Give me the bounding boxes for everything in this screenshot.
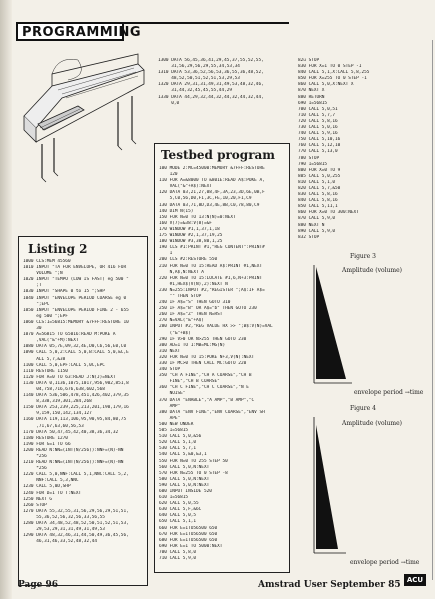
listing-continuation-code <box>158 58 288 107</box>
listing-continuation-line: 48,52,50,51,52,51,53,29,53 <box>158 76 240 82</box>
right-column-line: 870 NEXT X <box>298 88 325 94</box>
testbed-line: 120 <box>159 172 178 178</box>
figure-3-waveform <box>308 261 353 386</box>
listing-2-code <box>23 259 145 545</box>
testbed-line: FINE","CH B COARSE" <box>159 379 220 385</box>
testbed-line: 550 FOR N=0 TO 255 STEP 50 <box>159 458 228 464</box>
testbed-line: 570 FOR N=255 TO 0 STEP -8 <box>159 470 228 476</box>
testbed-line: 5,C0,56,D0,F1,3C,FE,10,20,F1,C9 <box>159 196 252 202</box>
testbed-line: 610 1=56815 <box>159 495 189 501</box>
testbed-line: 220 FOR N=0 TO 15:LOCATE #1,6,N+3:PRINT <box>159 275 263 281</box>
testbed-line: 510 CALL 5,0,&56 <box>159 434 202 440</box>
testbed-program-box <box>154 143 290 573</box>
listing-2-line: 1190 FOR G=1 TO 66 <box>23 441 71 447</box>
testbed-line: 250 IF A$="B" OR A$="b" THEN GOTO 230 <box>159 306 257 312</box>
testbed-line: 360 "CH C FINE","CH C COARSE","N E <box>159 385 249 391</box>
testbed-line: AMP" <box>159 403 181 409</box>
acu-logo-badge: ACU <box>404 574 426 586</box>
listing-2-line: 46,31,46,33,52,48,32,44 <box>23 539 98 545</box>
testbed-line: 590 CALL 5,0,N:NEXT <box>159 482 210 488</box>
testbed-line: 240 IF A$="S" THEN GOTO 310 <box>159 300 231 306</box>
right-column-line: 850 CALL 5,11,1 <box>298 204 338 210</box>
listing-2-line: 1240 FOR D=1 TO T:NEXT <box>23 490 82 496</box>
right-column-line: 720 CALL 5,8,16 <box>298 118 338 124</box>
listing-2-line: 1100 CALL 5,0,EPF:CALL 5,0C,EPC <box>23 362 105 368</box>
testbed-line: 200 CLS #2:RESTORE 550 <box>159 257 218 263</box>
testbed-line: 350 "CH A FINE","CH A COARSE","CH B <box>159 373 252 379</box>
testbed-code <box>159 166 289 562</box>
testbed-line: 540 CALL 5,&0,&3,1 <box>159 452 207 458</box>
right-column-code <box>298 58 398 241</box>
section-header <box>16 22 142 41</box>
listing-2-line: 1250 NEXT G <box>23 496 53 502</box>
listing-2-line: 1090 CALL 5,0,2:CALL 5,0,B:CALL 5,0,&C,E <box>23 350 129 356</box>
figure-4-waveform <box>308 415 348 555</box>
testbed-line: NOISE" <box>159 391 186 397</box>
figure-3-ramp-shape <box>316 267 346 379</box>
right-column-line: 860 FOR X=0 TO 300:NEXT <box>298 210 359 216</box>
listing-2-line: ,71,67,63,60,56,53 <box>23 423 84 429</box>
testbed-line: 170 WINDOW #1,1,37,1,18 <box>159 226 220 232</box>
right-column-line: 710 CALL 5,7,7 <box>298 112 336 118</box>
listing-2-line: eg 500 ";EPF <box>23 313 68 319</box>
testbed-line: 520 CALL 5,1,0 <box>159 440 197 446</box>
listing-2-line: 1170 DATA 50,47,45,42,40,38,36,34,32 <box>23 429 119 435</box>
right-column-line: 690 1=56815 <box>298 100 328 106</box>
listing-continuation-line: 31,56,29,56,29,55,34,53,34 <box>158 64 240 70</box>
right-column-line: 830 CALL 5,8,16 <box>298 192 338 198</box>
listing-2-line: 1180 RESTORE 1270 <box>23 435 68 441</box>
listing-2-line: 1120 FOR A=0 TO 63:READ J:N(J)=NEXT <box>23 374 116 380</box>
listing-2-line: 1080 DATA 05,7E,09,32,4E,D0,C6,56,E0,C0 <box>23 344 127 350</box>
figure-3 <box>298 253 428 403</box>
testbed-line: 320 FOR N=0 TO 15:POKE N+3,V(N):NEXT <box>159 354 255 360</box>
right-column-line: 850 FOR X=255 TO 0 STEP -1 <box>298 76 367 82</box>
listing-2-line: NNF:CALL 5,3,NNC <box>23 478 79 484</box>
right-column-line: 780 STOP <box>298 155 320 161</box>
listing-2-line: 1160 DATA 119,113,106,95,90,95,84,80,75 <box>23 417 127 423</box>
right-column-line: 820 CALL 5,7,&50 <box>298 185 341 191</box>
listing-2-box <box>18 236 148 586</box>
testbed-line: 560 CALL 5,0,N:NEXT <box>159 464 210 470</box>
testbed-line: 640 CALL 5,0,5 <box>159 513 197 519</box>
testbed-line: 380 DATA "ENV FINE","ENV COARSE","ENV SH <box>159 409 265 415</box>
right-column-line: 800 FOR X=0 TO 9 <box>298 167 341 173</box>
testbed-line: 600 INPUT INSIDE 520 <box>159 488 212 494</box>
testbed-line: 1 <box>159 251 173 257</box>
right-column-line: 870 CALL 5,9,0 <box>298 216 336 222</box>
listing-2-line: 1030 INPUT "SHAPE 0 to 15 ";SHP <box>23 289 105 295</box>
testbed-line: 680 FOR E=1TO56500 650 <box>159 537 218 543</box>
listing-2-title: Listing 2 <box>28 242 88 256</box>
listing-2-line: 29,53,29,31,31,49,31,49,53 <box>23 527 105 533</box>
testbed-line: 530 CALL 5,7,1 <box>159 446 197 452</box>
right-column-line: 760 CALL 5,12,10 <box>298 143 341 149</box>
figure-3-ylabel: Amplitude (volume) <box>342 267 402 274</box>
listing-2-line: ALL 5,7,&38 <box>23 356 66 362</box>
testbed-line: 100 MODE 2:MC=45000:MEMORY &7FFF:RESTORE <box>159 166 265 171</box>
header-rule <box>124 22 289 41</box>
listing-2-line: 1260 STOP <box>23 502 47 508</box>
testbed-line: 340 STOP <box>159 367 181 373</box>
listing-2-line: ,VAL("&"+M):NEXT <box>23 338 79 344</box>
right-column-line: 810 CALL 5,1,0 <box>298 179 336 185</box>
right-column-line: 740 CALL 5,9,16 <box>298 131 338 137</box>
testbed-line: 230 N=255:INPUT #2,"REGISTER ";A$:IF A$= <box>159 287 265 293</box>
right-column-line: 860 CALL 5,0,X:NEXT X <box>298 82 354 88</box>
testbed-line: 180 WINDOW #3,38,80,1,25 <box>159 239 223 245</box>
figure-4 <box>298 405 428 575</box>
listing-2-line: 9,159,150,142,134,127 <box>23 411 92 417</box>
testbed-line: 370 DATA "ENABLE","A AMP","B AMP","C <box>159 397 255 403</box>
right-column-line: 700 CALL 5,0,51 <box>298 106 338 112</box>
listing-2-line: 55,36,52,56,32,56,33,56,55 <box>23 514 105 520</box>
listing-2-line: 1280 DATA 34,48,52,48,52,50,51,52,51,53, <box>23 521 129 527</box>
listing-continuation-line: 31,44,32,45,45,55,44,29 <box>158 88 233 94</box>
testbed-line: 120 DATA 03,21,27,08,4F,3A,23,3D,6E,0B,F <box>159 190 265 196</box>
testbed-line: 140 DIM N(15) <box>159 208 194 214</box>
right-column-line: 840 CALL 5,8,16 <box>298 198 338 204</box>
listing-2-line: 1140 DATA 536,506,478,451,426,402,379,35 <box>23 393 129 399</box>
testbed-line: 110 FOR A=&8000 TO &801E:READ A$:POKE A, <box>159 178 265 184</box>
right-column-line: 82u STOP <box>298 58 320 63</box>
listing-2-line: 1220 CALL 5,0,NNF:CALL 5,1,NNC:CALL 5,2, <box>23 472 129 478</box>
right-column-line: 770 CALL 5,13,0 <box>298 149 338 155</box>
testbed-line: 700 CALL 5,8,0 <box>159 549 197 555</box>
right-margin-rule <box>432 40 433 580</box>
testbed-line: 300 AD=1 TO 1:MB=ML:MG(N) <box>159 342 226 348</box>
testbed-line: 650 CALL 5,1,1 <box>159 519 197 525</box>
listing-continuation-line: 1330 DATA 44,29,32,44,32,44,32,44,32,44, <box>158 94 264 100</box>
testbed-line: 290 IF V>0 OR N>255 THEN GOTO 230 <box>159 336 247 342</box>
listing-2-line: 1210 READ N:NN=(INT(N/256)):NNF=(N)-NN <box>23 460 124 466</box>
listing-2-line: 1290 DATA 48,32,46,31,44,50,49,36,45,56, <box>23 533 129 539</box>
testbed-line: 270 N=VAL("&"+A$) <box>159 318 204 324</box>
listing-continuation-line: 0,0 <box>158 100 180 106</box>
listing-2-line: 1270 DATA 55,32,55,31,56,29,56,29,51,51, <box>23 508 129 514</box>
right-column-line: 830 FOR X=1 TO 0 STEP -1 <box>298 64 362 70</box>
testbed-line: VAL("&"+A$):NEXT <box>159 184 212 190</box>
listing-2-line: 1150 DATA 253,239,225,213,201,190,179,16 <box>23 405 129 411</box>
testbed-line: 670 FOR E=1TO56500 650 <box>159 531 218 537</box>
listing-2-line: 1020 INPUT "TEMPO (LOW IS FAST) eg 500 " <box>23 277 129 283</box>
listing-continuation-line: 1320 DATA 29,31,31,49,31,49,53,48,32,46, <box>158 82 264 88</box>
listing-2-line: *256 <box>23 454 47 459</box>
right-column-line: 730 CALL 5,0,16 <box>298 125 338 131</box>
listing-continuation-line: 1300 DATA 56,45,36,41,29,45,37,55,52,55, <box>158 58 264 63</box>
listing-2-line: 04,758,716,676,638,602,568 <box>23 386 105 392</box>
binding-edge <box>0 0 12 599</box>
listing-2-line: 1050 INPUT "ENVELOPE PERIOD FINE 2 - 655 <box>23 307 129 313</box>
right-column-line: 840 CALL 5,1,X:CALL 5,8,255 <box>298 70 370 76</box>
testbed-line: 190 CLS #1:PRINT #1,"REG CONTENT":PRINT# <box>159 245 265 251</box>
figure-4-ramp-shape <box>316 425 338 549</box>
testbed-line: 130 DATA 03,71,8D,D3,4E,8B,C0,78,80,C9 <box>159 202 260 208</box>
right-column-line: 790 1=56815 <box>298 161 328 167</box>
testbed-line: 580 CALL 5,0,N:NEXT <box>159 476 210 482</box>
testbed-line: 660 FOR E=1TO56500 650 <box>159 525 218 531</box>
right-column-line: 880 RETURN <box>298 94 325 100</box>
listing-continuation-line: 1310 DATA 53,36,52,56,53,36,55,36,48,52, <box>158 70 264 76</box>
listing-2-line: *256 <box>23 466 47 472</box>
page-number: Page 96 <box>18 580 59 590</box>
figure-4-title: Figure 4 <box>350 405 376 412</box>
testbed-line: 280 INPUT #2,"REG VALUE HX >> ";B$:V(N)=VAL <box>159 324 273 330</box>
testbed-line: ("&"+B$) <box>159 330 191 336</box>
magazine-issue: Amstrad User September 85 <box>258 580 401 590</box>
listing-2-line: 1070 A=56815 TO 65016:READ M:POKE A <box>23 332 116 338</box>
testbed-line: #1,HEX$(V(N),2):NEXT N <box>159 281 228 287</box>
testbed-line: 505 1=56815 <box>159 428 189 434</box>
listing-2-line: VOLUME ";N <box>23 271 63 277</box>
right-column-line: 890 CALL 5,9,0 <box>298 228 336 234</box>
testbed-line: 710 CALL 5,9,0 <box>159 556 197 561</box>
testbed-line: 310 NEXT <box>159 348 181 354</box>
listing-2-line: 1040 INPUT "ENVELOPE PERIOD COARSE eg 0 <box>23 295 127 301</box>
listing-2-line: 1010 INPUT "TA FOR ENVELOPE, OR 416 FOR <box>23 265 127 271</box>
testbed-line: 150 FOR N=0 TO 13:N(N)=0:NEXT <box>159 214 236 220</box>
right-column-line: 805 CALL 5,0,255 <box>298 173 341 179</box>
listing-2-line: 8,338,319,301,284,268 <box>23 399 92 405</box>
testbed-line: N,A$,N:NEXT A <box>159 269 204 275</box>
section-title: PROGRAMMING <box>22 25 142 40</box>
testbed-line: "" THEN STOP <box>159 293 202 299</box>
testbed-line: 260 IF A$="Z" THEN N=RST <box>159 312 223 318</box>
harpsichord-illustration <box>18 46 150 196</box>
testbed-line: 210 FOR N=0 TO 15:READ A$:PRINT #1,NEXT <box>159 263 263 269</box>
right-column-line: 880 NEXT N <box>298 222 325 228</box>
testbed-line: 690 FOR E=1 TO 5000:NEXT <box>159 543 223 549</box>
figure-3-xlabel: envelope period →time <box>354 389 424 396</box>
figure-3-title: Figure 3 <box>350 253 376 260</box>
testbed-line: 330 IF MC>0 THEN CALL MC:GOTO 220 <box>159 361 247 366</box>
figure-4-xlabel: envelope period →time <box>350 559 420 566</box>
testbed-line: 630 CALL 5,F,&6C <box>159 507 202 513</box>
testbed-line: 620 CALL 5,0,55 <box>159 501 199 507</box>
testbed-line: 175 WINDOW #2,1,37,19,25 <box>159 233 223 239</box>
right-column-line: 750 CALL 5,10,16 <box>298 137 341 143</box>
listing-2-line: 1110 RESTORE 1150 <box>23 368 68 374</box>
listing-2-line: 1000 CLS:MEM 45560 <box>23 259 71 264</box>
listing-2-line: 1130 DATA 0,1136,1075,1017,956,902,851,8 <box>23 380 129 386</box>
listing-2-line: ;T <box>23 283 42 289</box>
listing-2-line: 1060 CLS:1=56815:MEMORY &7FFF:RESTORE 10 <box>23 319 129 325</box>
listing-2-line: ";EPC <box>23 301 50 307</box>
testbed-line: 500 NEW UNDER <box>159 421 194 427</box>
testbed-line: 160 V(7)=&38:V(8)=&F <box>159 220 212 226</box>
listing-2-line: 1230 CALL 5,0D,SHP <box>23 484 71 490</box>
listing-2-line: 30 <box>23 326 42 332</box>
testbed-line: APE" <box>159 415 181 421</box>
listing-2-line: 1200 READ N:NN=(INT(N/256)):NNF=(N)-NN <box>23 447 124 453</box>
figure-4-ylabel: Amplitude (volume) <box>342 420 402 427</box>
right-column-line: 832 STOP <box>298 234 320 240</box>
testbed-title: Testbed program <box>161 148 275 162</box>
